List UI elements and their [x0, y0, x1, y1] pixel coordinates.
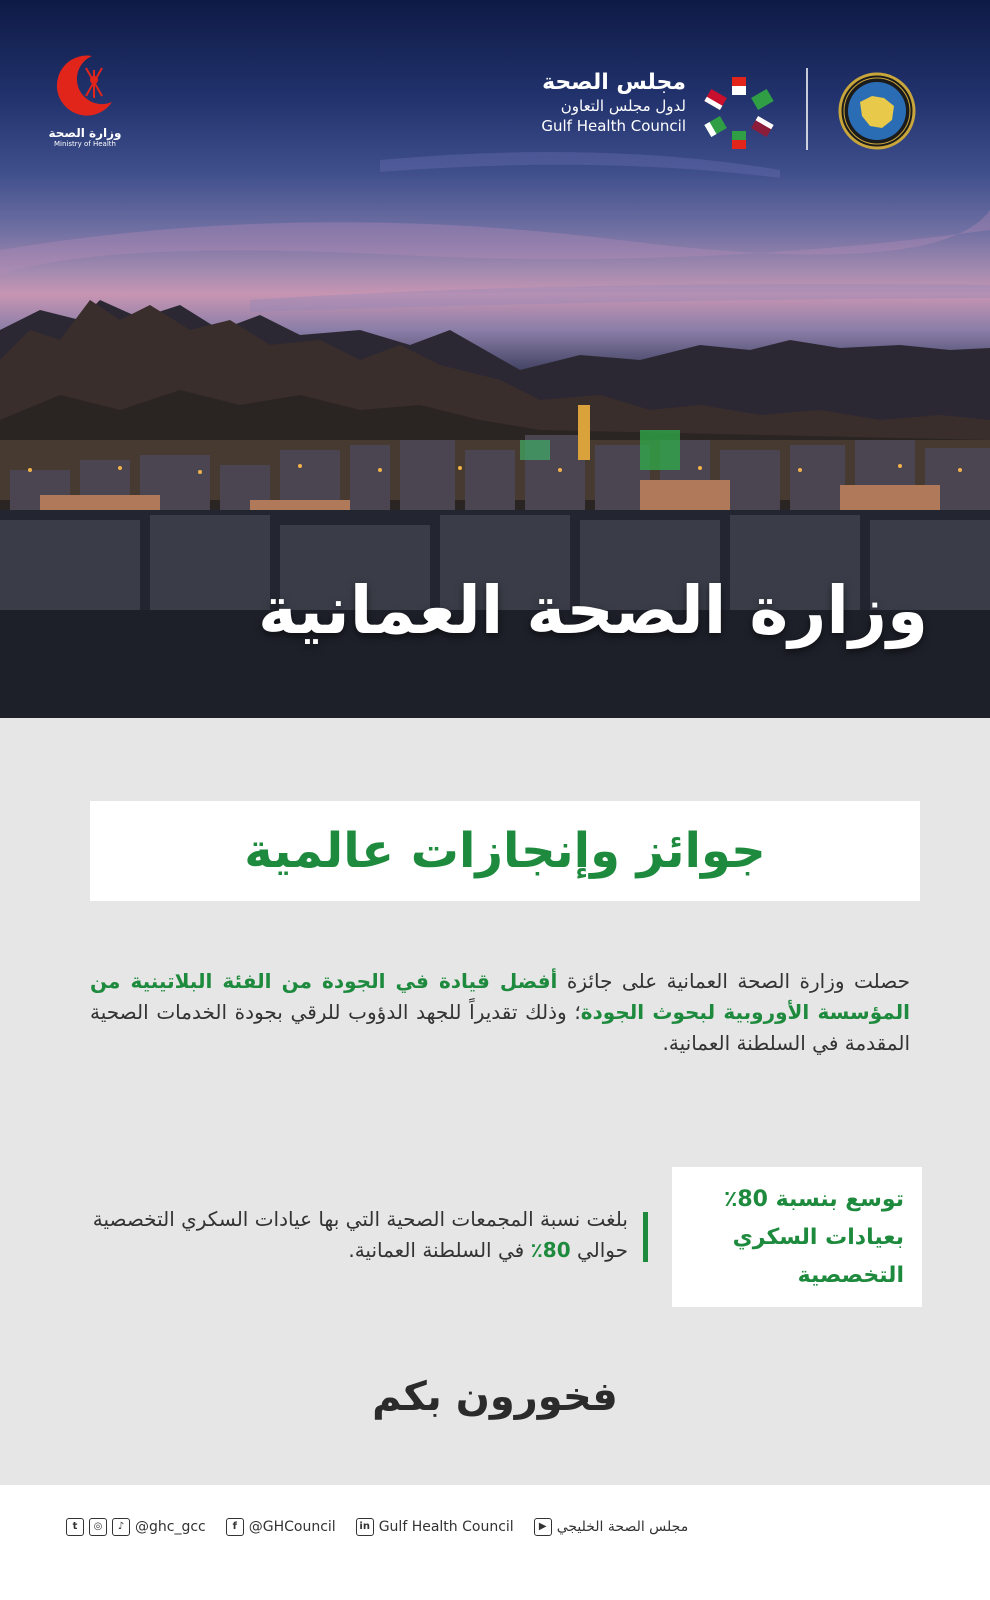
- hero-title: وزارة الصحة العمانية: [257, 572, 928, 649]
- paragraph-text-2: ؛ وذلك تقديراً للجهد الدؤوب للرقي بجودة الخدمات الصحية المقدمة في السلطنة العمانية.: [90, 1000, 910, 1055]
- linkedin-icon[interactable]: in: [356, 1518, 374, 1536]
- ministry-of-health-logo: [40, 50, 130, 148]
- social-group-ghcouncil[interactable]: [226, 1518, 336, 1536]
- stat-desc-text-1: بلغت نسبة المجمعات الصحية التي بها عيادات السكري التخصصية حوالي: [92, 1207, 628, 1262]
- logo-divider: [806, 68, 808, 150]
- facebook-icon[interactable]: f: [226, 1518, 244, 1536]
- tiktok-icon[interactable]: ♪: [112, 1518, 130, 1536]
- social-group-ghc-gcc[interactable]: [66, 1518, 206, 1536]
- social-handle-ghcouncil[interactable]: @GHCouncil: [248, 1519, 336, 1535]
- paragraph-text-1: حصلت وزارة الصحة العمانية على جائزة: [557, 969, 910, 993]
- social-linkedin-name[interactable]: Gulf Health Council: [378, 1519, 514, 1535]
- stat-desc-text-2: في السلطنة العمانية.: [348, 1238, 531, 1262]
- ghc-name-ar: مجلس الصحة: [542, 70, 686, 95]
- gulf-health-council-logo: [536, 70, 796, 160]
- social-links: [66, 1516, 702, 1538]
- ghc-subtitle-ar: لدول مجلس التعاون: [560, 97, 686, 115]
- stat-accent-bar: [643, 1212, 648, 1262]
- gcc-emblem-icon: [838, 72, 916, 150]
- banner-title: جوائز وإنجازات عالمية: [244, 823, 766, 879]
- closing-text: فخورون بكم: [372, 1374, 618, 1420]
- stat-box: [672, 1167, 922, 1307]
- instagram-icon[interactable]: ◎: [89, 1518, 107, 1536]
- stat-box-line-2: بعيادات السكري: [732, 1225, 904, 1250]
- stat-box-line-3: التخصصية: [797, 1263, 904, 1288]
- moh-crescent-icon: [50, 50, 120, 120]
- youtube-icon[interactable]: ▶: [534, 1518, 552, 1536]
- paragraph-highlight: أفضل قيادة في الجودة من الفئة البلاتينية من المؤسسة الأوروبية لبحوث الجودة: [90, 969, 911, 1024]
- achievement-paragraph: [90, 966, 910, 1059]
- social-group-linkedin[interactable]: [356, 1518, 514, 1536]
- moh-label-en: Ministry of Health: [54, 140, 116, 148]
- awards-banner: [90, 801, 920, 901]
- moh-label-ar: وزارة الصحة: [48, 126, 122, 140]
- stat-box-line-1: توسع بنسبة 80٪: [723, 1187, 904, 1212]
- ghc-name-en: Gulf Health Council: [541, 117, 686, 135]
- social-group-youtube[interactable]: [534, 1518, 689, 1536]
- twitter-icon[interactable]: t: [66, 1518, 84, 1536]
- stat-desc-highlight: 80٪: [530, 1238, 571, 1262]
- social-youtube-name[interactable]: مجلس الصحة الخليجي: [556, 1519, 689, 1535]
- gcc-flags-ring-icon: [696, 70, 782, 156]
- hero-image: [0, 0, 990, 718]
- social-handle-ghc-gcc[interactable]: @ghc_gcc: [135, 1519, 206, 1535]
- stat-description: [86, 1204, 628, 1266]
- footer: [0, 1485, 990, 1600]
